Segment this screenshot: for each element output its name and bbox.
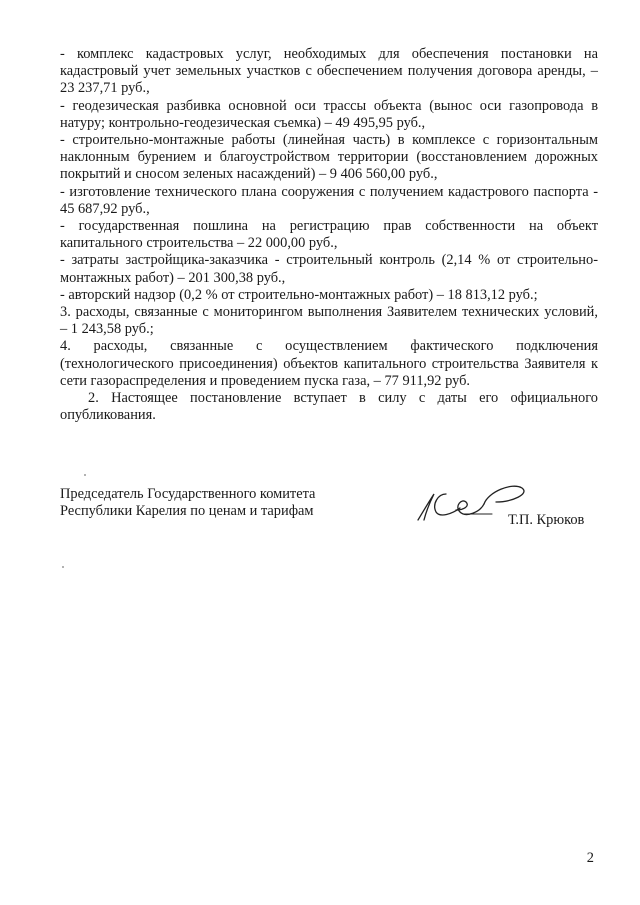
- page-number: 2: [586, 850, 594, 866]
- scan-speck: [84, 474, 86, 476]
- document-body: [60, 46, 598, 424]
- list-item-cadastral-services: - комплекс кадастровых услуг, необходимых для обеспечения постановки на кадастровый учет земельных участков с обеспечением получения договора аренды, – 23 237,71 руб.,: [60, 46, 598, 97]
- list-item-state-duty: - государственная пошлина на регистрацию прав собственности на объект капитального строительства – 22 000,00 руб.,: [60, 218, 598, 252]
- signatory-name: Т.П. Крюков: [508, 512, 585, 528]
- list-item-monitoring-costs: 3. расходы, связанные с мониторингом выполнения Заявителем технических условий, – 1 243,58 руб.;: [60, 304, 598, 338]
- list-item-construction-works: - строительно-монтажные работы (линейная часть) в комплексе с горизонтальным наклонным бурением и благоустройством территории (восстановлением дорожных покрытий и сносом зеленых насаждений) – 9 406 560,00 руб.,: [60, 132, 598, 183]
- list-item-connection-costs: 4. расходы, связанные с осуществлением фактического подключения (технологического присоединения) объектов капитального строительства Заявителя к сети газораспределения и проведением пуска газа, – 77 911,92 руб.: [60, 338, 598, 389]
- list-item-developer-costs: - затраты застройщика-заказчика - строительный контроль (2,14 % от строительно-монтажных работ) – 201 300,38 руб.,: [60, 252, 598, 286]
- effective-date-clause: 2. Настоящее постановление вступает в силу с даты его официального опубликования.: [60, 390, 598, 424]
- list-item-technical-plan: - изготовление технического плана сооружения с получением кадастрового паспорта - 45 687,92 руб.,: [60, 183, 598, 217]
- list-item-geodetic-marking: - геодезическая разбивка основной оси трассы объекта (вынос оси газопровода в натуру; контрольно-геодезическая съемка) – 49 495,95 руб.,: [60, 97, 598, 131]
- scan-speck: [62, 566, 64, 568]
- signatory-title-line-2: Республики Карелия по ценам и тарифам: [60, 503, 314, 520]
- list-item-author-supervision: - авторский надзор (0,2 % от строительно-монтажных работ) – 18 813,12 руб.;: [60, 286, 538, 303]
- signatory-title: [60, 486, 360, 520]
- signature-block: [60, 486, 598, 546]
- signatory-title-line-1: Председатель Государственного комитета: [60, 486, 316, 502]
